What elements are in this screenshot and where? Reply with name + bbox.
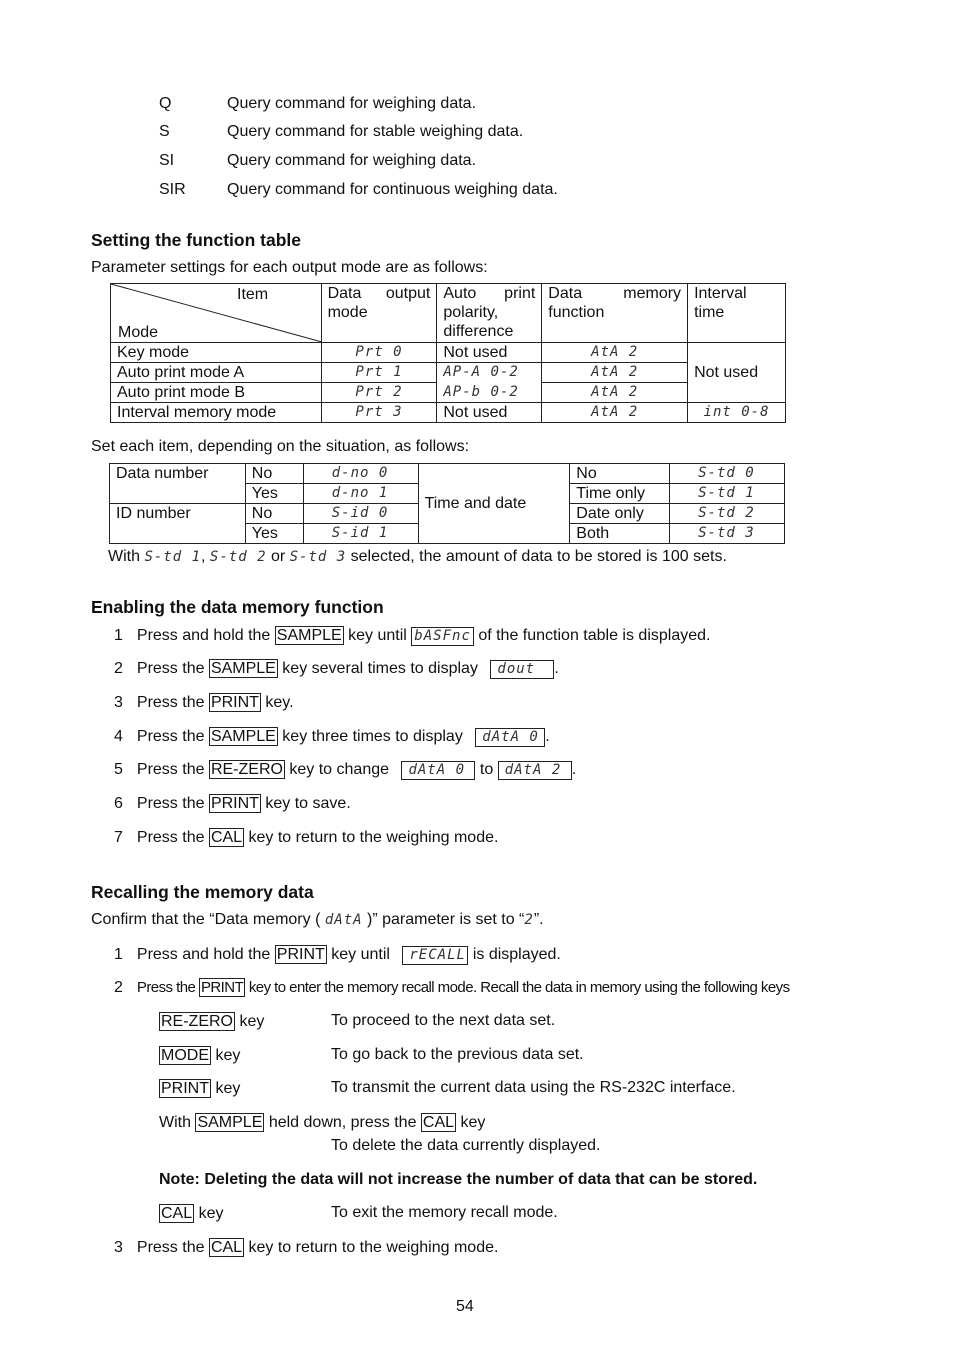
- sample-key: SAMPLE: [210, 660, 276, 677]
- cal-key: CAL: [210, 829, 243, 846]
- query-q: Q: [159, 95, 172, 112]
- row-mode: Interval memory mode: [111, 403, 322, 423]
- display-code: dout: [490, 660, 554, 679]
- output-mode-table: [110, 283, 786, 423]
- page-number: 54: [456, 1298, 474, 1315]
- display-code: rECALL: [402, 946, 468, 965]
- enable-step: 4 Press the SAMPLE key three times to display dAtA 0 .: [114, 728, 550, 745]
- section-title-function-table: Setting the function table: [91, 230, 301, 250]
- table-corner-cell: [111, 284, 322, 343]
- enable-step: 2 Press the SAMPLE key several times to display dout .: [114, 660, 559, 677]
- rezero-key: RE-ZERO: [210, 761, 283, 778]
- interval-not-used: Not used: [688, 343, 786, 403]
- recall-key-mode-desc: To go back to the previous data set.: [331, 1046, 584, 1063]
- query-sir-desc: Query command for continuous weighing data.: [227, 181, 558, 198]
- function-table-intro: Parameter settings for each output mode are as follows:: [91, 259, 488, 276]
- time-opt: Both: [570, 524, 670, 544]
- id-number-no: No: [245, 504, 303, 524]
- row-memory: AtA 2: [542, 383, 688, 403]
- recall-key-rezero-desc: To proceed to the next data set.: [331, 1012, 556, 1029]
- sample-key: SAMPLE: [210, 728, 276, 745]
- cal-key: CAL: [210, 1239, 243, 1256]
- time-code: S-td 0: [670, 464, 785, 484]
- enable-step: 1 Press and hold the SAMPLE key until bASFnc of the function table is displayed.: [114, 627, 711, 644]
- settings-intro: Set each item, depending on the situation, as follows:: [91, 438, 470, 455]
- row-memory: AtA 2: [542, 343, 688, 363]
- recall-key-cal-desc: To exit the memory recall mode.: [331, 1204, 558, 1221]
- display-code: dAtA 0: [475, 728, 545, 747]
- data-number-label: Data number: [110, 464, 246, 504]
- recall-step: 2 Press the PRINT key to enter the memory recall mode. Recall the data in memory using the following keys: [114, 979, 790, 996]
- print-key: PRINT: [276, 946, 325, 963]
- query-s: S: [159, 123, 170, 140]
- recall-key-mode: MODE key: [161, 1047, 241, 1064]
- query-q-desc: Query command for weighing data.: [227, 95, 477, 112]
- row-memory: AtA 2: [542, 363, 688, 383]
- display-code: dAtA 0: [401, 761, 475, 780]
- row-auto: Not used: [437, 343, 542, 363]
- row-mode: Key mode: [111, 343, 322, 363]
- enable-step: 6 Press the PRINT key to save.: [114, 795, 351, 812]
- time-code: S-td 1: [670, 484, 785, 504]
- id-number-label: ID number: [110, 504, 246, 544]
- enable-step: 3 Press the PRINT key.: [114, 694, 294, 711]
- time-opt: Time only: [570, 484, 670, 504]
- sample-key: SAMPLE: [276, 627, 342, 644]
- settings-table: [109, 463, 785, 544]
- recall-step: 1 Press and hold the PRINT key until rECALL is displayed.: [114, 946, 561, 963]
- recall-step: 3 Press the CAL key to return to the weighing mode.: [114, 1239, 499, 1256]
- display-code: dAtA 2: [498, 761, 572, 780]
- sid1-code: S-id 1: [303, 524, 418, 544]
- print-key: PRINT: [210, 694, 259, 711]
- time-date-label: Time and date: [418, 464, 570, 544]
- section-title-recall: Recalling the memory data: [91, 882, 314, 902]
- row-output: Prt 1: [321, 363, 437, 383]
- corner-mode-label: Mode: [118, 324, 159, 341]
- row-output: Prt 0: [321, 343, 437, 363]
- display-code: bASFnc: [411, 627, 474, 646]
- row-output: Prt 3: [321, 403, 437, 423]
- enable-step: 7 Press the CAL key to return to the weighing mode.: [114, 829, 499, 846]
- header-auto-print: Auto print polarity, difference: [437, 284, 542, 343]
- id-number-yes: Yes: [245, 524, 303, 544]
- sid0-code: S-id 0: [303, 504, 418, 524]
- delete-note: Note: Deleting the data will not increase the number of data that can be stored.: [159, 1171, 758, 1188]
- row-auto: AP-A 0-2: [437, 363, 542, 383]
- query-si: SI: [159, 152, 175, 169]
- row-auto: Not used: [437, 403, 542, 423]
- print-key: PRINT: [200, 979, 244, 996]
- row-mode: Auto print mode A: [111, 363, 322, 383]
- recall-key-rezero: RE-ZERO key: [161, 1013, 265, 1030]
- header-output-mode: Data output mode: [321, 284, 437, 343]
- row-mode: Auto print mode B: [111, 383, 322, 403]
- delete-desc: To delete the data currently displayed.: [331, 1137, 601, 1154]
- recall-key-print: PRINT key: [161, 1080, 241, 1097]
- delete-instruction: With SAMPLE held down, press the CAL key: [159, 1114, 486, 1131]
- section-title-enable-memory: Enabling the data memory function: [91, 597, 384, 617]
- recall-key-cal: CAL key: [161, 1205, 224, 1222]
- header-interval: Interval time: [688, 284, 786, 343]
- corner-item-label: Item: [237, 286, 269, 303]
- query-si-desc: Query command for weighing data.: [227, 152, 477, 169]
- print-key: PRINT: [210, 795, 259, 812]
- storage-note: With S-td 1, S-td 2 or S-td 3 selected, the amount of data to be stored is 100 sets.: [108, 548, 727, 565]
- time-code: S-td 2: [670, 504, 785, 524]
- time-code: S-td 3: [670, 524, 785, 544]
- time-opt: Date only: [570, 504, 670, 524]
- header-memory: Data memory function: [542, 284, 688, 343]
- enable-step: 5 Press the RE-ZERO key to change dAtA 0 to dAtA 2 .: [114, 761, 577, 778]
- query-s-desc: Query command for stable weighing data.: [227, 123, 524, 140]
- recall-key-print-desc: To transmit the current data using the RS-232C interface.: [331, 1079, 736, 1096]
- dno1-code: d-no 1: [303, 484, 418, 504]
- row-memory: AtA 2: [542, 403, 688, 423]
- row-output: Prt 2: [321, 383, 437, 403]
- recall-intro: Confirm that the “Data memory ( dAtA )” parameter is set to “2”.: [91, 911, 544, 928]
- row-auto: AP-b 0-2: [437, 383, 542, 403]
- data-number-no: No: [245, 464, 303, 484]
- time-opt: No: [570, 464, 670, 484]
- interval-value: int 0-8: [688, 403, 786, 423]
- data-number-yes: Yes: [245, 484, 303, 504]
- dno0-code: d-no 0: [303, 464, 418, 484]
- query-sir: SIR: [159, 181, 186, 198]
